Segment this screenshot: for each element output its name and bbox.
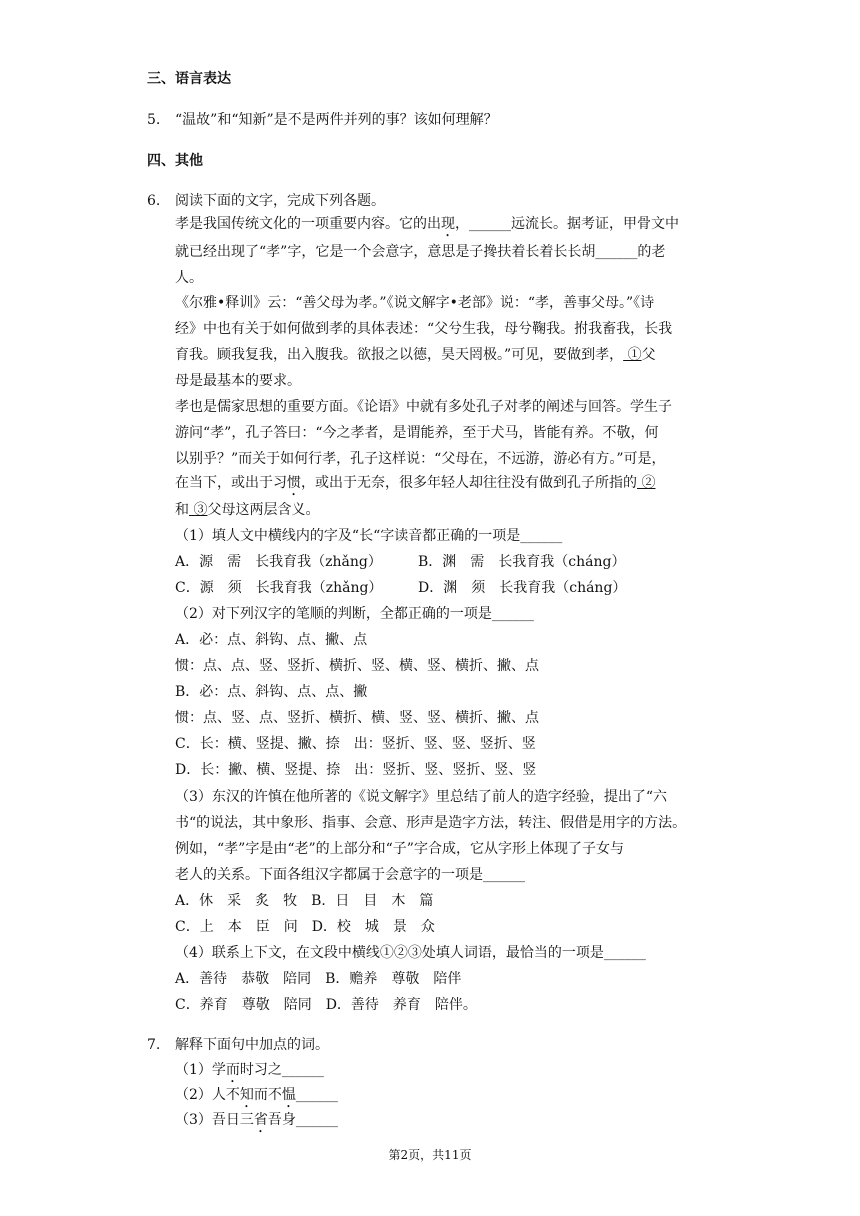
dotted-char: 而 xyxy=(225,1062,240,1078)
option: A．源 需 长我育我（zhǎng） xyxy=(175,554,382,570)
option: A．必：点、斜钩、点、撇、点 xyxy=(175,632,368,648)
option: B．渊 需 长我育我（cháng） xyxy=(418,554,626,570)
page-footer: 第2页，共11页 xyxy=(388,1148,472,1162)
passage-line: 经》中也有关于如何做到孝的具体表述：“父兮生我，母兮鞠我。拊我畜我，长我 xyxy=(175,321,673,337)
option: C．源 须 长我育我（zhǎng） xyxy=(175,580,383,596)
dotted-char: 省 xyxy=(253,1112,268,1128)
dotted-char: 惯 xyxy=(287,475,301,491)
blank-1: ① xyxy=(623,347,642,363)
passage-line: 《尔雅•释训》云：“善父母为孝。”《说文解字•老部》说：“孝，善事父母。”《诗 xyxy=(175,295,655,311)
blank-2: ② xyxy=(637,475,656,491)
subquestion: （2）对下列汉字的笔顺的判断，全都正确的一项是______ xyxy=(175,606,534,622)
question-intro: 阅读下面的文字，完成下列各题。 xyxy=(175,193,385,209)
passage-line: 以别乎？”而关于如何行孝，孔子这样说：“父母在，不远游，游必有方。”可是， xyxy=(175,451,666,467)
subquestion: （4）联系上下文，在文段中横线①②③处填人词语，最恰当的一项是______ xyxy=(175,945,646,961)
option-line: 惯：点、竖、点、竖折、横折、横、竖、竖、横折、撇、点 xyxy=(175,710,539,726)
dotted-char: 知 xyxy=(239,1087,254,1103)
subquestion: （1）学而时习之______ xyxy=(175,1062,324,1078)
passage-line: 人。 xyxy=(175,270,203,286)
question-text: “温故”和“知新”是不是两件并列的事？该如何理解？ xyxy=(175,112,498,128)
section-heading: 四、其他 xyxy=(147,153,203,169)
option: C．长：横、竖提、撇、捺 出：竖折、竖、竖、竖折、竖 xyxy=(175,736,536,752)
section-heading: 三、语言表达 xyxy=(147,71,231,87)
subquestion: （3）东汉的许慎在他所著的《说文解字》里总结了前人的造字经验，提出了“六 xyxy=(175,789,668,805)
dotted-char: 愠 xyxy=(281,1087,296,1103)
question-number: 5. xyxy=(147,112,161,128)
passage-line: 孝也是儒家思想的重要方面。《论语》中就有多处孔子对孝的阐述与回答。学生子 xyxy=(175,399,672,415)
passage-line: 在当下，或出于习惯，或出于无奈，很多年轻人却往往没有做到孔子所指的 ② xyxy=(175,475,656,491)
passage-line: 孝是我国传统文化的一项重要内容。它的出现，______远流长。据考证，甲骨文中 xyxy=(175,216,679,232)
option: B．必：点、斜钩、点、点、撇 xyxy=(175,684,368,700)
option: C．上 本 臣 问 D．校 城 景 众 xyxy=(175,919,435,935)
option: C．养育 尊敬 陪同 D．善待 养育 陪伴。 xyxy=(175,997,477,1013)
subquestion-line: 书“的说法，其中象形、指事、会意、形声是造字方法，转注、假借是用字的方法。 xyxy=(175,815,687,831)
passage-line: 就已经出现了“孝”字，它是一个会意字，意思是子搀扶着长着长长胡______的老 xyxy=(175,244,666,260)
blank-3: ③ xyxy=(189,502,208,518)
option: D．渊 须 长我育我（cháng） xyxy=(418,580,627,596)
subquestion: （2）人不知而不愠______ xyxy=(175,1087,338,1103)
option: D．长：撇、横、竖提、捺 出：竖折、竖、竖折、竖、竖 xyxy=(175,762,537,778)
passage-line: 和 ③父母这两层含义。 xyxy=(175,502,320,518)
dotted-char: 现 xyxy=(441,216,455,232)
question-text: 解释下面句中加点的词。 xyxy=(175,1037,329,1053)
passage-line: 育我。顾我复我，出入腹我。欲报之以德，昊天罔极。”可见，要做到孝， ①父 xyxy=(175,347,656,363)
option-line: 惯：点、点、竖、竖折、横折、竖、横、竖、横折、撇、点 xyxy=(175,658,539,674)
subquestion-line: 老人的关系。下面各组汉字都属于会意字的一项是______ xyxy=(175,867,525,883)
subquestion-line: 例如，“孝”字是由“老”的上部分和“子”字合成，它从字形上体现了子女与 xyxy=(175,841,624,857)
question-number: 6. xyxy=(147,193,161,209)
subquestion: （1）填人文中横线内的字及“长“字读音都正确的一项是______ xyxy=(175,528,563,544)
passage-line: 游问“孝”，孔子答曰：“今之孝者，是谓能养，至于犬马，皆能有养。不敬，何 xyxy=(175,425,659,441)
question-number: 7. xyxy=(147,1037,161,1053)
subquestion: （3）吾日三省吾身______ xyxy=(175,1112,338,1128)
option: A．休 采 炙 牧 B．日 目 木 篇 xyxy=(175,893,434,909)
passage-line: 母是最基本的要求。 xyxy=(175,373,301,389)
option: A．善待 恭敬 陪同 B．赡养 尊敬 陪伴 xyxy=(175,971,462,987)
